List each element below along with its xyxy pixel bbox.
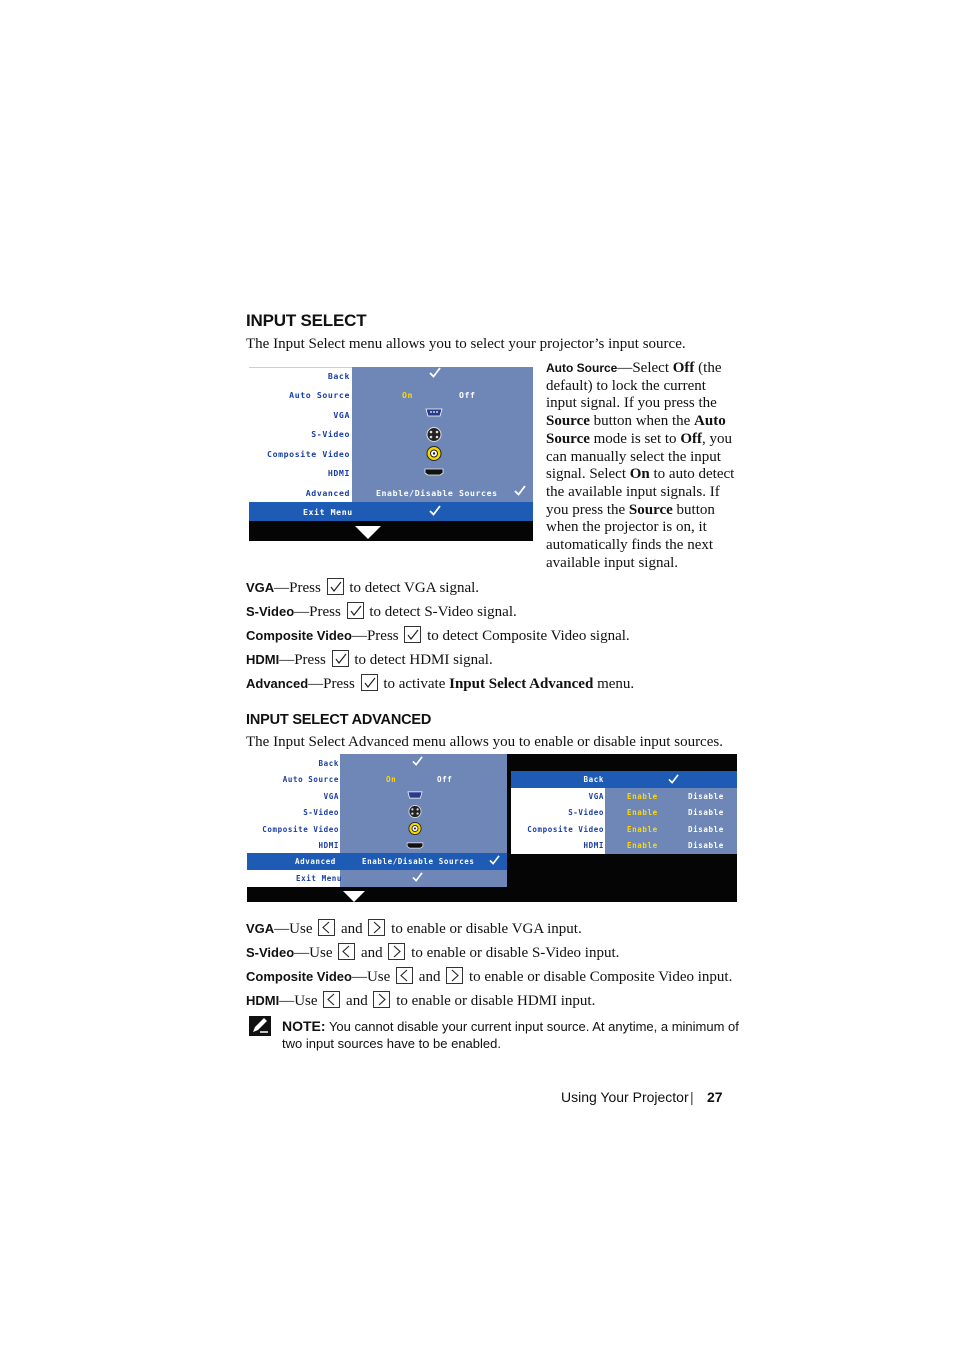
menu-item-s-video[interactable]: S-Video <box>303 808 339 817</box>
section-intro: The Input Select menu allows you to select your projector’s input source. <box>246 336 686 352</box>
advanced-section-title: INPUT SELECT ADVANCED <box>246 712 432 728</box>
input-select-menu-advanced-highlight <box>247 754 507 902</box>
vga-connector-icon <box>425 408 443 419</box>
check-icon <box>668 774 679 786</box>
press-s-video: S-Video—Press to detect S-Video signal. <box>246 604 517 620</box>
menu-item-advanced[interactable]: Advanced <box>295 857 336 866</box>
hdmi-connector-icon <box>424 468 444 478</box>
auto-source-off[interactable]: Off <box>437 775 453 784</box>
menu-item-exit-menu[interactable]: Exit Menu <box>303 507 353 517</box>
menu-footer-bar <box>249 521 533 541</box>
auto-source-off[interactable]: Off <box>459 390 476 400</box>
scroll-down-arrow-icon[interactable] <box>342 891 366 904</box>
check-icon <box>489 855 500 867</box>
enter-key-icon <box>361 674 378 691</box>
check-icon <box>514 485 526 498</box>
use-composite-video: Composite Video—Use and to enable or disable Composite Video input. <box>246 969 733 985</box>
section-title: INPUT SELECT <box>246 311 367 330</box>
menu-value-panel <box>352 367 533 502</box>
enter-key-icon <box>404 626 421 643</box>
scroll-down-arrow-icon[interactable] <box>355 526 381 541</box>
use-hdmi: HDMI—Use and to enable or disable HDMI input. <box>246 993 596 1009</box>
menu-item-s-video[interactable]: S-Video <box>568 808 604 817</box>
menu-item-composite-video[interactable]: Composite Video <box>267 449 350 459</box>
footer-separator: | <box>690 1089 694 1105</box>
right-arrow-key-icon <box>388 943 405 960</box>
press-vga: VGA—Press to detect VGA signal. <box>246 580 480 596</box>
check-icon <box>412 756 423 768</box>
menu-item-s-video[interactable]: S-Video <box>311 429 350 439</box>
use-vga: VGA—Use and to enable or disable VGA input. <box>246 921 582 937</box>
page-number: 27 <box>707 1089 723 1105</box>
menu-item-auto-source[interactable]: Auto Source <box>289 390 350 400</box>
press-composite-video: Composite Video—Press to detect Composite Video signal. <box>246 628 630 644</box>
menu-item-back[interactable]: Back <box>318 759 339 768</box>
left-arrow-key-icon <box>338 943 355 960</box>
s-video-disable[interactable]: Disable <box>688 808 724 817</box>
menu-item-back[interactable]: Back <box>327 371 350 381</box>
hdmi-disable[interactable]: Disable <box>688 841 724 850</box>
left-arrow-key-icon <box>323 991 340 1008</box>
check-icon <box>412 872 423 884</box>
composite-video-connector-icon <box>426 446 442 463</box>
menu-item-hdmi[interactable]: HDMI <box>327 468 350 478</box>
right-arrow-key-icon <box>373 991 390 1008</box>
composite-video-enable[interactable]: Enable <box>627 825 658 834</box>
menu-item-back[interactable]: Back <box>583 775 604 784</box>
use-s-video: S-Video—Use and to enable or disable S-Video input. <box>246 945 620 961</box>
s-video-enable[interactable]: Enable <box>627 808 658 817</box>
note-pencil-icon <box>248 1015 272 1042</box>
enter-key-icon <box>347 602 364 619</box>
composite-video-connector-icon <box>408 822 422 837</box>
menu-item-composite-video[interactable]: Composite Video <box>527 825 604 834</box>
input-select-advanced-menu <box>507 754 737 902</box>
menu-item-auto-source[interactable]: Auto Source <box>282 775 339 784</box>
auto-source-description: Auto Source—Select Off (the default) to lock the current input signal. If you press the Source button when the Auto Source mode is set to Off, you can manually select the input signal. Select On to auto detect the available input signals. If you press the Source button when the projector is on, it automatically finds the next available input signal. <box>546 360 735 571</box>
hdmi-connector-icon <box>406 842 424 851</box>
auto-source-term: Auto Source <box>546 361 618 375</box>
vga-enable[interactable]: Enable <box>627 792 658 801</box>
note-label: NOTE: <box>282 1018 326 1034</box>
enter-key-icon <box>332 650 349 667</box>
hdmi-enable[interactable]: Enable <box>627 841 658 850</box>
vga-connector-icon <box>407 791 423 801</box>
s-video-connector-icon <box>426 427 442 444</box>
auto-source-on[interactable]: On <box>386 775 397 784</box>
footer-section: Using Your Projector <box>561 1089 689 1105</box>
composite-video-disable[interactable]: Disable <box>688 825 724 834</box>
auto-source-on[interactable]: On <box>402 390 414 400</box>
advanced-value: Enable/Disable Sources <box>362 857 475 866</box>
menu-item-vga[interactable]: VGA <box>588 792 604 801</box>
advanced-section-intro: The Input Select Advanced menu allows you to enable or disable input sources. <box>246 734 723 750</box>
menu-item-exit-menu[interactable]: Exit Menu <box>296 874 343 883</box>
vga-disable[interactable]: Disable <box>688 792 724 801</box>
advanced-row[interactable] <box>247 853 507 870</box>
check-icon <box>429 505 441 518</box>
right-arrow-key-icon <box>368 919 385 936</box>
enter-key-icon <box>327 578 344 595</box>
input-select-menu <box>249 367 533 541</box>
exit-menu-row[interactable] <box>249 502 533 521</box>
menu-item-vga[interactable]: VGA <box>333 410 350 420</box>
s-video-connector-icon <box>408 805 422 820</box>
menu-item-vga[interactable]: VGA <box>323 792 339 801</box>
left-arrow-key-icon <box>396 967 413 984</box>
menu-item-advanced[interactable]: Advanced <box>305 488 350 498</box>
check-icon <box>429 367 441 380</box>
menu-item-hdmi[interactable]: HDMI <box>318 841 339 850</box>
right-arrow-key-icon <box>446 967 463 984</box>
note-text: NOTE: You cannot disable your current input source. At anytime, a minimum of two input sources have to be enabled. <box>282 1018 739 1051</box>
menu-item-hdmi[interactable]: HDMI <box>583 841 604 850</box>
advanced-value: Enable/Disable Sources <box>376 488 498 498</box>
press-hdmi: HDMI—Press to detect HDMI signal. <box>246 652 493 668</box>
press-advanced: Advanced—Press to activate Input Select Advanced menu. <box>246 676 635 692</box>
menu-item-composite-video[interactable]: Composite Video <box>262 825 339 834</box>
left-arrow-key-icon <box>318 919 335 936</box>
